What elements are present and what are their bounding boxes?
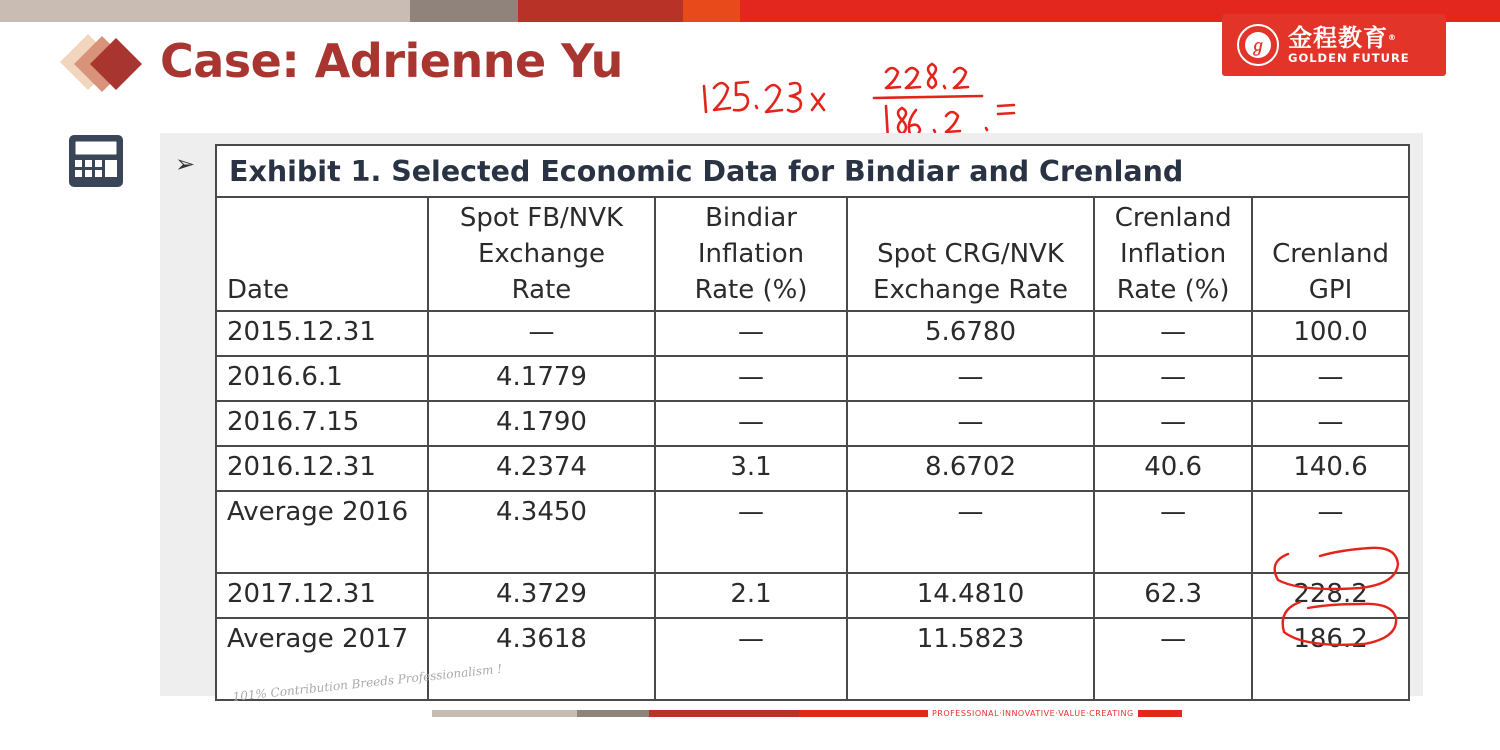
bullet-arrow: ➢ (175, 150, 196, 178)
table-row (216, 491, 1409, 573)
table-cell: — (847, 491, 1094, 573)
table-cell: — (1094, 618, 1252, 700)
table-cell: 4.3729 (428, 573, 656, 618)
handwritten-circles (1260, 540, 1410, 652)
table-cell: 4.1779 (428, 356, 656, 401)
table-cell: 2016.7.15 (216, 401, 428, 446)
column-header-bindiar-inflation: Bindiar Inflation Rate (%) (655, 197, 847, 311)
table-cell: 62.3 (1094, 573, 1252, 618)
table-cell: — (1094, 491, 1252, 573)
table-cell: 140.6 (1252, 446, 1409, 491)
table-cell: — (1252, 401, 1409, 446)
table-cell: 2.1 (655, 573, 847, 618)
table-cell: — (1094, 356, 1252, 401)
table-cell: — (655, 491, 847, 573)
table-row (216, 311, 1409, 356)
table-cell: 2015.12.31 (216, 311, 428, 356)
table-cell: 4.2374 (428, 446, 656, 491)
table-cell: 2016.12.31 (216, 446, 428, 491)
exhibit-table (215, 144, 1410, 701)
table-cell: 3.1 (655, 446, 847, 491)
table-cell: 100.0 (1252, 311, 1409, 356)
table-cell: — (655, 618, 847, 700)
slide-title: Case: Adrienne Yu (160, 34, 623, 88)
column-header-date: Date (216, 197, 428, 311)
table-cell: — (1094, 311, 1252, 356)
svg-text:ℊ: ℊ (1249, 36, 1267, 55)
table-cell: — (847, 356, 1094, 401)
calculator-icon (67, 133, 125, 189)
table-cell: — (655, 401, 847, 446)
logo-chinese-text: 金程教育 (1288, 24, 1388, 52)
table-cell: 4.3450 (428, 491, 656, 573)
table-cell: — (428, 311, 656, 356)
column-header-crenland-gpi: Crenland GPI (1252, 197, 1409, 311)
column-header-crenland-inflation: Crenland Inflation Rate (%) (1094, 197, 1252, 311)
table-cell: 8.6702 (847, 446, 1094, 491)
registered-mark: ® (1388, 33, 1397, 42)
table-row (216, 618, 1409, 700)
table-cell: — (1094, 401, 1252, 446)
diamond-arrow-icon (58, 30, 158, 100)
table-cell: 14.4810 (847, 573, 1094, 618)
table-cell: — (655, 311, 847, 356)
table-cell: Average 2017 (216, 618, 428, 700)
column-header-spot-fb-nvk: Spot FB/NVK Exchange Rate (428, 197, 656, 311)
circled-value-gpi-2017: 228.2 (1252, 573, 1409, 618)
table-cell: 4.3618 (428, 618, 656, 700)
golden-future-logo (1222, 14, 1446, 76)
table-row (216, 401, 1409, 446)
golden-future-seal-icon (1236, 23, 1280, 67)
footer-tagline: PROFESSIONAL·INNOVATIVE·VALUE·CREATING (928, 709, 1138, 719)
table-cell: 5.6780 (847, 311, 1094, 356)
table-cell: — (847, 401, 1094, 446)
exhibit-caption: Exhibit 1. Selected Economic Data for Bindiar and Crenland (216, 145, 1409, 197)
circled-value-gpi-avg-2017: 186.2 (1252, 618, 1409, 700)
table-row (216, 356, 1409, 401)
table-cell: — (1252, 356, 1409, 401)
table-cell: 11.5823 (847, 618, 1094, 700)
table-cell: — (1252, 491, 1409, 573)
table-cell: 40.6 (1094, 446, 1252, 491)
footer-slogan: 101% Contribution Breeds Professionalism ! (232, 661, 503, 704)
table-cell: — (655, 356, 847, 401)
table-cell: 4.1790 (428, 401, 656, 446)
logo-english-text: GOLDEN FUTURE (1288, 51, 1410, 65)
table-cell: Average 2016 (216, 491, 428, 573)
table-row (216, 573, 1409, 618)
column-header-spot-crg-nvk: Spot CRG/NVK Exchange Rate (847, 197, 1094, 311)
table-cell: 2017.12.31 (216, 573, 428, 618)
table-cell: 2016.6.1 (216, 356, 428, 401)
table-row (216, 446, 1409, 491)
